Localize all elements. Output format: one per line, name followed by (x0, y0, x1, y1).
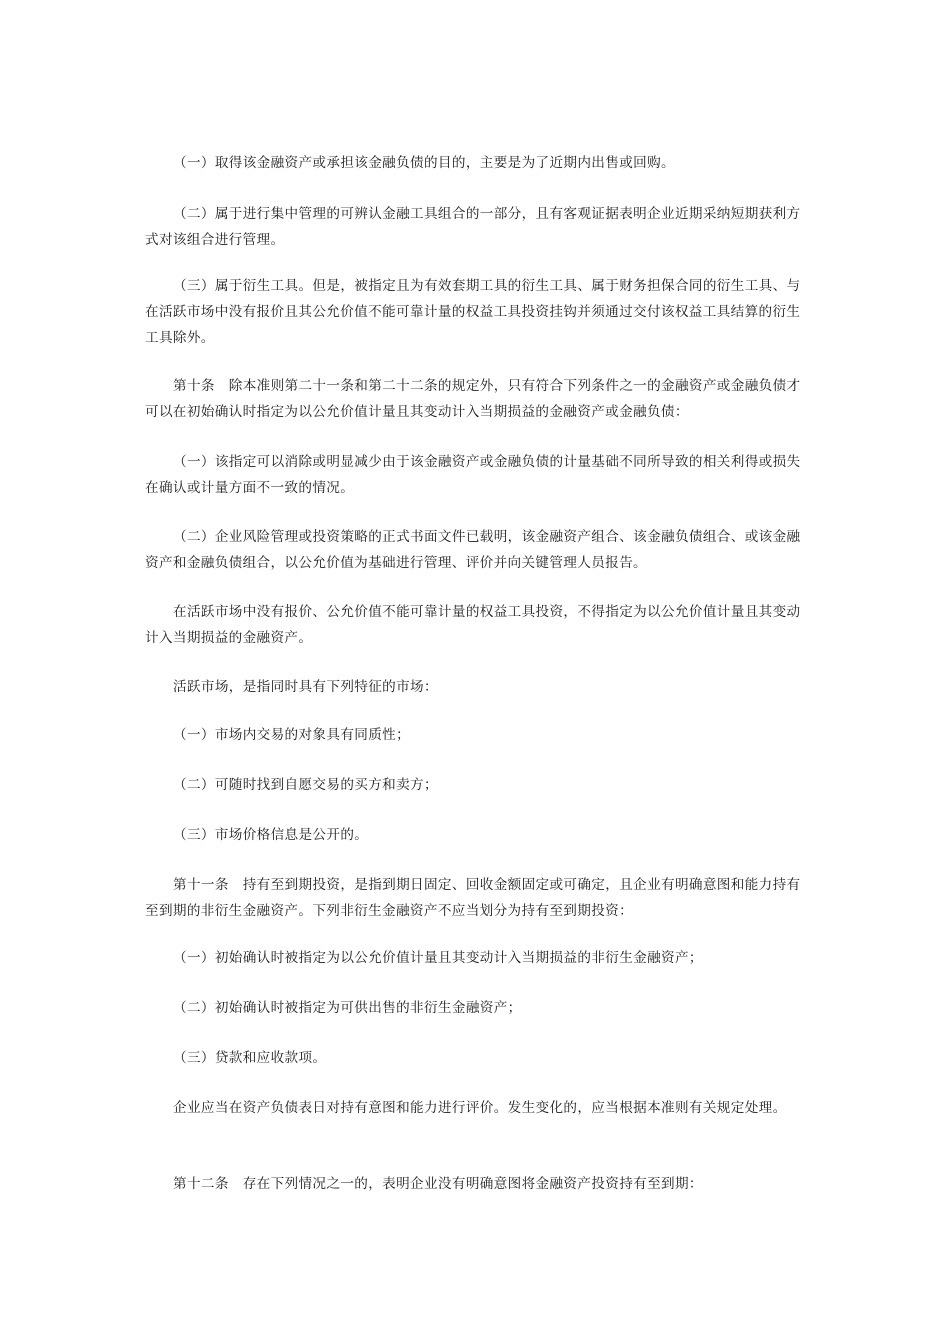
article-12: 第十二条 存在下列情况之一的，表明企业没有明确意图将金融资产投资持有至到期： (173, 1176, 703, 1192)
paragraph-10: （二）可随时找到自愿交易的买方和卖方； (173, 777, 438, 793)
paragraph-7: 在活跃市场中没有报价、公允价值不能可靠计量的权益工具投资，不得指定为以公允价值计量且其变动计入当期损益的金融资产。 (145, 604, 801, 646)
paragraph-9: （一）市场内交易的对象具有同质性； (173, 727, 411, 743)
paragraph-16: 企业应当在资产负债表日对持有意图和能力进行评价。发生变化的，应当根据本准则有关规定处理。 (173, 1100, 787, 1116)
paragraph-2: （二）属于进行集中管理的可辨认金融工具组合的一部分，且有客观证据表明企业近期采纳短期获利方式对该组合进行管理。 (145, 206, 801, 248)
paragraph-1: （一）取得该金融资产或承担该金融负债的目的，主要是为了近期内出售或回购。 (173, 155, 675, 171)
paragraph-14: （二）初始确认时被指定为可供出售的非衍生金融资产； (173, 1000, 522, 1016)
paragraph-8: 活跃市场，是指同时具有下列特征的市场： (173, 679, 438, 695)
paragraph-13: （一）初始确认时被指定为以公允价值计量且其变动计入当期损益的非衍生金融资产； (173, 950, 703, 966)
paragraph-11: （三）市场价格信息是公开的。 (173, 827, 369, 843)
article-10: 第十条 除本准则第二十一条和第二十二条的规定外，只有符合下列条件之一的金融资产或金融负债才可以在初始确认时指定为以公允价值计量且其变动计入当期损益的金融资产或金融负债： (145, 378, 801, 420)
paragraph-6: （二）企业风险管理或投资策略的正式书面文件已载明，该金融资产组合、该金融负债组合、或该金融资产和金融负债组合，以公允价值为基础进行管理、评价并向关键管理人员报告。 (145, 529, 801, 571)
paragraph-5: （一）该指定可以消除或明显减少由于该金融资产或金融负债的计量基础不同所导致的相关利得或损失在确认或计量方面不一致的情况。 (145, 454, 801, 496)
paragraph-3: （三）属于衍生工具。但是，被指定且为有效套期工具的衍生工具、属于财务担保合同的衍生工具、与在活跃市场中没有报价且其公允价值不能可靠计量的权益工具投资挂钩并须通过交付该权益工具结算的衍生工具除外。 (145, 278, 801, 346)
paragraph-15: （三）贷款和应收款项。 (173, 1050, 327, 1066)
article-11: 第十一条 持有至到期投资，是指到期日固定、回收金额固定或可确定，且企业有明确意图和能力持有至到期的非衍生金融资产。下列非衍生金融资产不应当划分为持有至到期投资： (145, 877, 801, 919)
